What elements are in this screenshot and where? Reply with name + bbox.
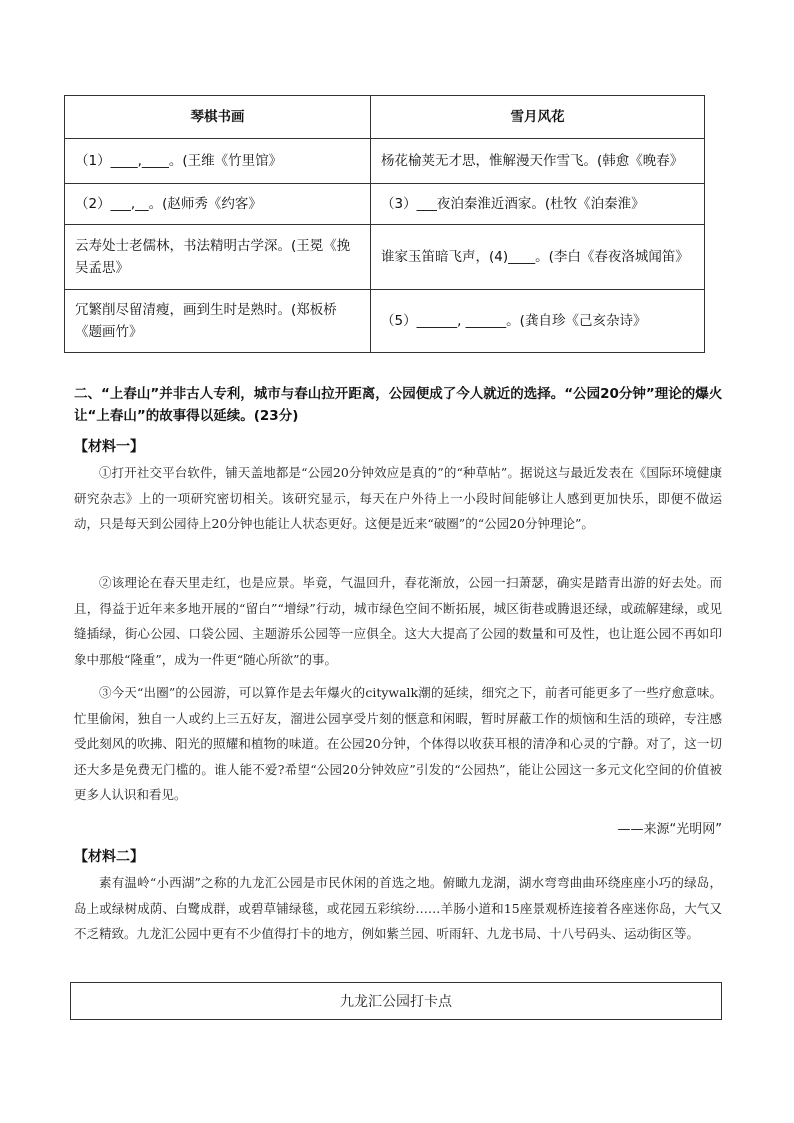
- material1-paragraph-3: ③今天“出圈”的公园游，可以算作是去年爆火的citywalk潮的延续，细究之下，前者可能更多了一些疗愈意味。忙里偷闲，独自一人或约上三五好友，溜进公园享受片刻的惬意和闲暇，暂时屏蔽工作的烦恼和生活的琐碎，专注感受此刻风的吹拂、阳光的照耀和植物的味道。在公园20分钟，个体得以收获耳根的清净和心灵的宁静。对了，这一切还大多是免费无门槛的。谁人能不爱?希望“公园20分钟效应”引发的“公园热”，能让公园这一多元文化空间的价值被更多人认识和看见。: [74, 685, 722, 802]
- material2-heading: 【材料二】: [74, 849, 144, 865]
- question-title: 二、“上春山”并非古人专利，城市与春山拉开距离，公园便成了今人就近的选择。“公园20分钟”理论的爆火让“上春山”的故事得以延续。(23分): [74, 386, 723, 424]
- table-row: [65, 139, 705, 184]
- table-header-xueyuefenghua: 雪月风花: [371, 96, 705, 139]
- material2-paragraph: 素有温岭“小西湖”之称的九龙汇公园是市民休闲的首选之地。俯瞰九龙湖，湖水弯弯曲曲环绕座座小巧的绿岛，岛上或绿树成荫、白鹭成群，或碧草铺绿毯，或花园五彩缤纷……羊肠小道和15座景观桥连接着各座迷你岛，大气又不乏精致。九龙汇公园中更有不少值得打卡的地方，例如紫兰园、听雨轩、九龙书局、十八号码头、运动街区等。: [74, 875, 722, 941]
- table-cell: 杨花榆荚无才思，惟解漫天作雪飞。(韩愈《晚春》: [371, 139, 705, 184]
- table-header-qinqishuhua: 琴棋书画: [65, 96, 371, 139]
- material1-paragraph-1: ①打开社交平台软件，铺天盖地都是“公园20分钟效应是真的”的“种草帖”。据说这与最近发表在《国际环境健康研究杂志》上的一项研究密切相关。该研究显示，每天在户外待上一小段时间能够让人感到更加快乐，即便不做运动，只是每天到公园待上20分钟也能让人状态更好。这便是近来“破圈”的“公园20分钟理论”。: [74, 465, 722, 531]
- table-cell: 冗繁削尽留清瘦，画到生时是熟时。(郑板桥《题画竹》: [65, 290, 371, 353]
- table-row: [65, 184, 705, 225]
- material1-heading: 【材料一】: [74, 439, 144, 455]
- table-cell: （2）___,__。(赵师秀《约客》: [65, 184, 371, 225]
- checkin-spots-title: 九龙汇公园打卡点: [340, 994, 452, 1010]
- table-cell: （3）___夜泊秦淮近酒家。(杜牧《泊秦淮》: [371, 184, 705, 225]
- poem-table: [64, 95, 705, 353]
- table-cell: 谁家玉笛暗飞声，(4)____。(李白《春夜洛城闻笛》: [371, 225, 705, 290]
- table-cell: （5）______, ______。(龚自珍《己亥杂诗》: [371, 290, 705, 353]
- material1-paragraph-2: ②该理论在春天里走红，也是应景。毕竟，气温回升，春花渐放，公园一扫萧瑟，确实是踏青出游的好去处。而且，得益于近年来多地开展的“留白”“增绿”行动，城市绿色空间不断拓展，城区街巷或腾退还绿，或疏解建绿，或见缝插绿，街心公园、口袋公园、主题游乐公园等一应俱全。这大大提高了公园的数量和可及性，也让逛公园不再如印象中那般“隆重”，成为一件更“随心所欲”的事。: [74, 575, 722, 667]
- table-cell: 云寿处士老儒林，书法精明古学深。(王冕《挽吴孟思》: [65, 225, 371, 290]
- checkin-spots-box: [70, 982, 722, 1020]
- table-header-row: [65, 96, 705, 139]
- table-row: [65, 225, 705, 290]
- table-cell: （1）____,____。(王维《竹里馆》: [65, 139, 371, 184]
- material1-source: ——来源“光明网”: [617, 822, 722, 837]
- table-row: [65, 290, 705, 353]
